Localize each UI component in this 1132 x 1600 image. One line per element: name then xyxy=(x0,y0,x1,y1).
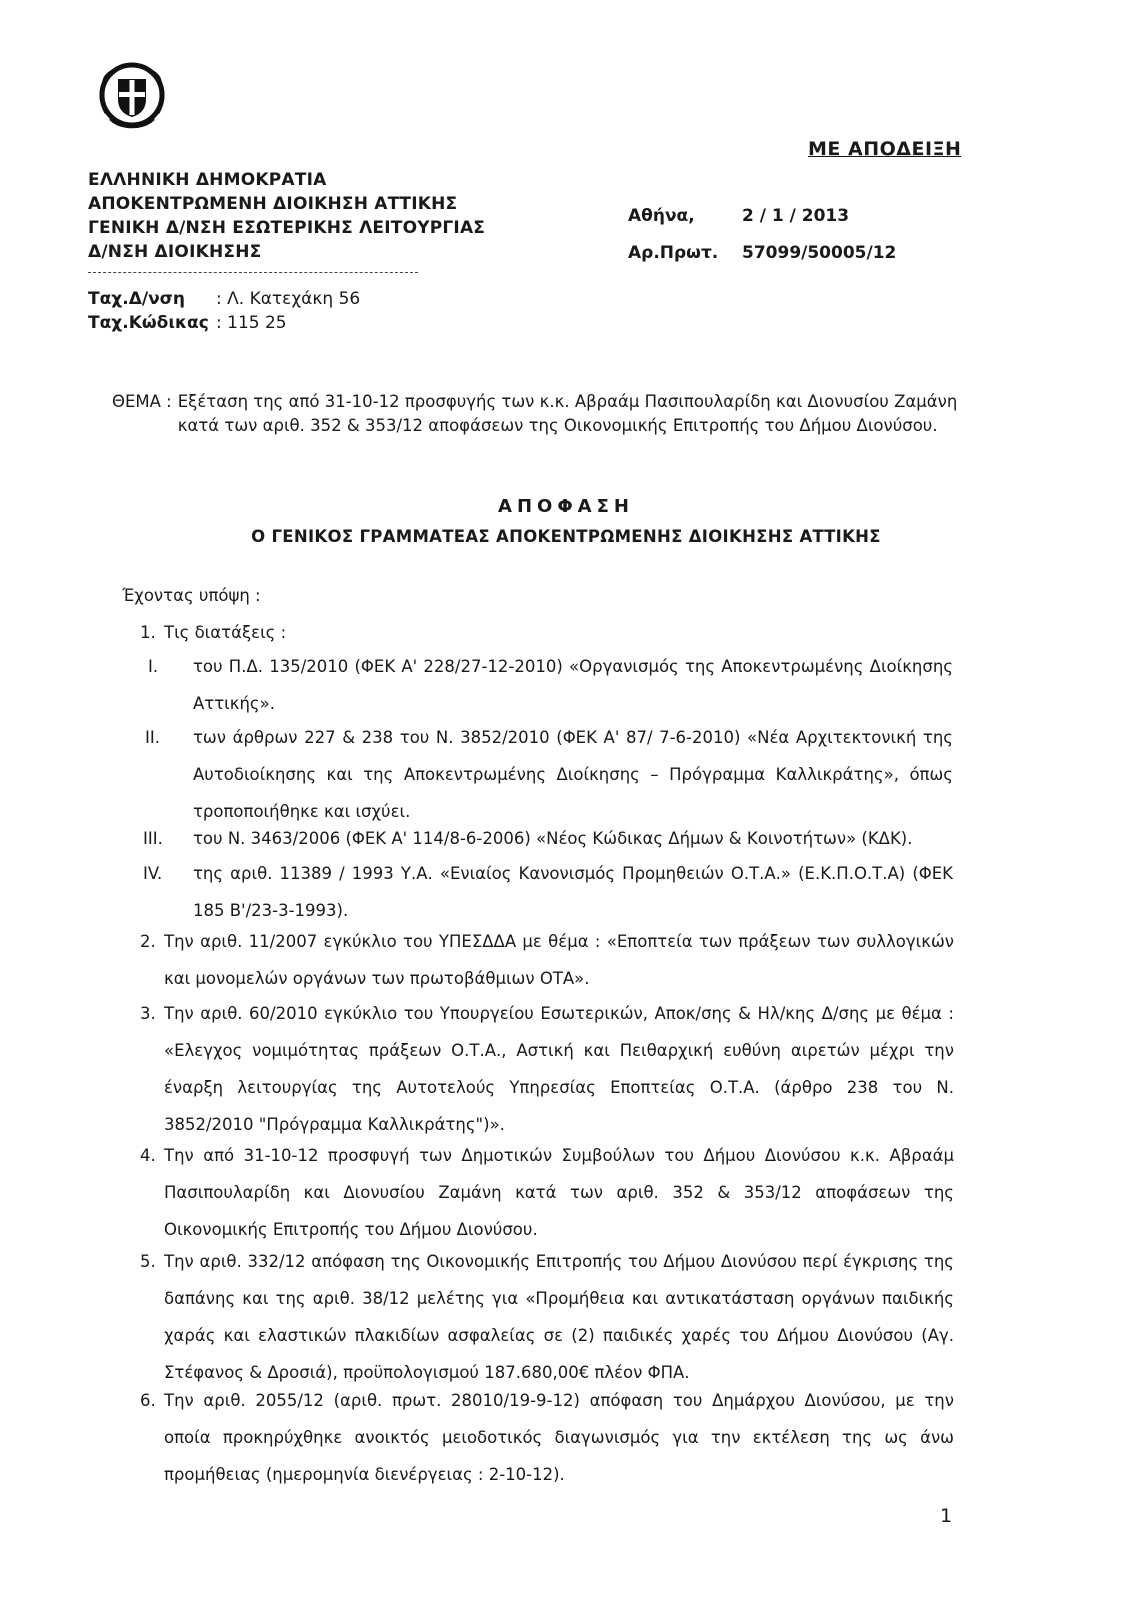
page-number: 1 xyxy=(940,1505,953,1527)
place-label: Αθήνα, xyxy=(628,206,695,226)
provisions-intro: Τις διατάξεις : xyxy=(164,623,287,642)
list-item-number: 5. xyxy=(140,1252,156,1271)
provision-text: των άρθρων 227 & 238 του Ν. 3852/2010 (ΦΕΚ Α' 87/ 7-6-2010) «Νέα Αρχιτεκτονική της Αυτοδιοίκησης και της Αποκεντρωμένης Διοίκησης – Πρόγραμμα Καλλικράτης», όπως τροποποιήθηκε και ισχύει. xyxy=(193,728,953,821)
org-line: ΕΛΛΗΝΙΚΗ ΔΗΜΟΚΡΑΤΙΑ xyxy=(88,170,327,190)
list-item-text: Την αριθ. 11/2007 εγκύκλιο του ΥΠΕΣΔΔΑ με θέμα : «Εποπτεία των πράξεων των συλλογικών και μονομελών οργάνων των πρωτοβάθμιων ΟΤΑ». xyxy=(164,932,954,988)
provision-number: II. xyxy=(145,728,160,747)
org-line: Δ/ΝΣΗ ΔΙΟΙΚΗΣΗΣ xyxy=(88,242,262,262)
postal-code-label: Ταχ.Κώδικας xyxy=(88,313,209,333)
list-item-text: Την αριθ. 2055/12 (αριθ. πρωτ. 28010/19-9-12) απόφαση του Δημάρχου Διονύσου, με την οποία προκηρύχθηκε ανοικτός μειοδοτικός διαγωνισμός για την εκτέλεση της ως άνω προμήθειας (ημερομηνία διενέργειας : 2-10-12). xyxy=(164,1391,954,1484)
issuing-authority xyxy=(88,168,485,264)
greek-coat-of-arms-icon xyxy=(92,55,172,135)
considering-heading: Έχοντας υπόψη : xyxy=(122,586,261,605)
list-item-text: Την αριθ. 332/12 απόφαση της Οικονομικής Επιτροπής του Δήμου Διονύσου περί έγκρισης της δαπάνης και της αριθ. 38/12 μελέτης για «Προμήθεια και αντικατάσταση οργάνων παιδικής χαράς και ελαστικών πλακιδίων ασφαλείας σε (2) παιδικές χαρές του Δήμου Διονύσου (Αγ. Στέφανος & Δροσιά), προϋπολογισμού 187.680,00€ πλέον ΦΠΑ. xyxy=(164,1252,954,1382)
subject-text: Εξέταση της από 31-10-12 προσφυγής των κ.κ. Αβραάμ Πασιπουλαρίδη και Διονυσίου Ζαμάνη κατά των αριθ. 352 & 353/12 αποφάσεων της Οικονομικής Επιτροπής του Δήμου Διονύσου. xyxy=(177,392,958,435)
provision-number: IV. xyxy=(143,864,163,883)
header-divider xyxy=(88,272,418,273)
issuer-title: Ο ΓΕΝΙΚΟΣ ΓΡΑΜΜΑΤΕΑΣ ΑΠΟΚΕΝΤΡΩΜΕΝΗΣ ΔΙΟΙΚΗΣΗΣ ΑΤΤΙΚΗΣ xyxy=(251,527,881,546)
street-value: : Λ. Κατεχάκη 56 xyxy=(216,289,361,309)
postal-code-value: : 115 25 xyxy=(216,313,287,333)
subject-label: ΘΕΜΑ : xyxy=(112,392,172,411)
list-item-number: 3. xyxy=(140,1004,156,1023)
protocol-label: Αρ.Πρωτ. xyxy=(628,243,719,263)
list-item-text: Την αριθ. 60/2010 εγκύκλιο του Υπουργείου Εσωτερικών, Αποκ/σης & Ηλ/κης Δ/σης με θέμα : «Ελεγχος νομιμότητας πράξεων Ο.Τ.Α., Αστική και Πειθαρχική ευθύνη αιρετών μέχρι την έναρξη λειτουργίας της Αυτοτελούς Υπηρεσίας Εποπτείας Ο.Τ.Α. (άρθρο 238 του Ν. 3852/2010 "Πρόγραμμα Καλλικράτης")». xyxy=(164,1004,954,1134)
decision-title: ΑΠΟΦΑΣΗ xyxy=(498,496,634,517)
street-label: Ταχ.Δ/νση xyxy=(88,289,185,309)
document-date: 2 / 1 / 2013 xyxy=(742,206,850,226)
provision-text: του Ν. 3463/2006 (ΦΕΚ Α' 114/8-6-2006) «Νέος Κώδικας Δήμων & Κοινοτήτων» (ΚΔΚ). xyxy=(193,829,913,848)
org-line: ΑΠΟΚΕΝΤΡΩΜΕΝΗ ΔΙΟΙΚΗΣΗ ΑΤΤΙΚΗΣ xyxy=(88,194,458,214)
list-item-text: Την από 31-10-12 προσφυγή των Δημοτικών Συμβούλων του Δήμου Διονύσου κ.κ. Αβραάμ Πασιπουλαρίδη και Διονυσίου Ζαμάνη κατά των αριθ. 352 & 353/12 αποφάσεων της Οικονομικής Επιτροπής του Δήμου Διονύσου. xyxy=(164,1146,954,1239)
provision-text: της αριθ. 11389 / 1993 Υ.Α. «Ενιαίος Κανονισμός Προμηθειών Ο.Τ.Α.» (Ε.Κ.Π.Ο.Τ.Α) (ΦΕΚ 185 Β'/23-3-1993). xyxy=(193,864,953,920)
postal-address xyxy=(88,287,360,335)
subject-block xyxy=(112,390,962,438)
document-meta xyxy=(628,198,896,272)
org-line: ΓΕΝΙΚΗ Δ/ΝΣΗ ΕΣΩΤΕΡΙΚΗΣ ΛΕΙΤΟΥΡΓΙΑΣ xyxy=(88,218,486,238)
provision-number: I. xyxy=(148,657,159,676)
list-item-number: 6. xyxy=(140,1391,156,1410)
list-item-number: 2. xyxy=(140,932,156,951)
list-item-number: 1. xyxy=(140,623,156,642)
list-item-number: 4. xyxy=(140,1146,156,1165)
receipt-notice: ΜΕ ΑΠΟΔΕΙΞΗ xyxy=(808,138,962,160)
provision-number: III. xyxy=(143,829,163,848)
protocol-number: 57099/50005/12 xyxy=(742,243,897,263)
provision-text: του Π.Δ. 135/2010 (ΦΕΚ Α' 228/27-12-2010) «Οργανισμός της Αποκεντρωμένης Διοίκησης Αττικής». xyxy=(193,657,953,713)
